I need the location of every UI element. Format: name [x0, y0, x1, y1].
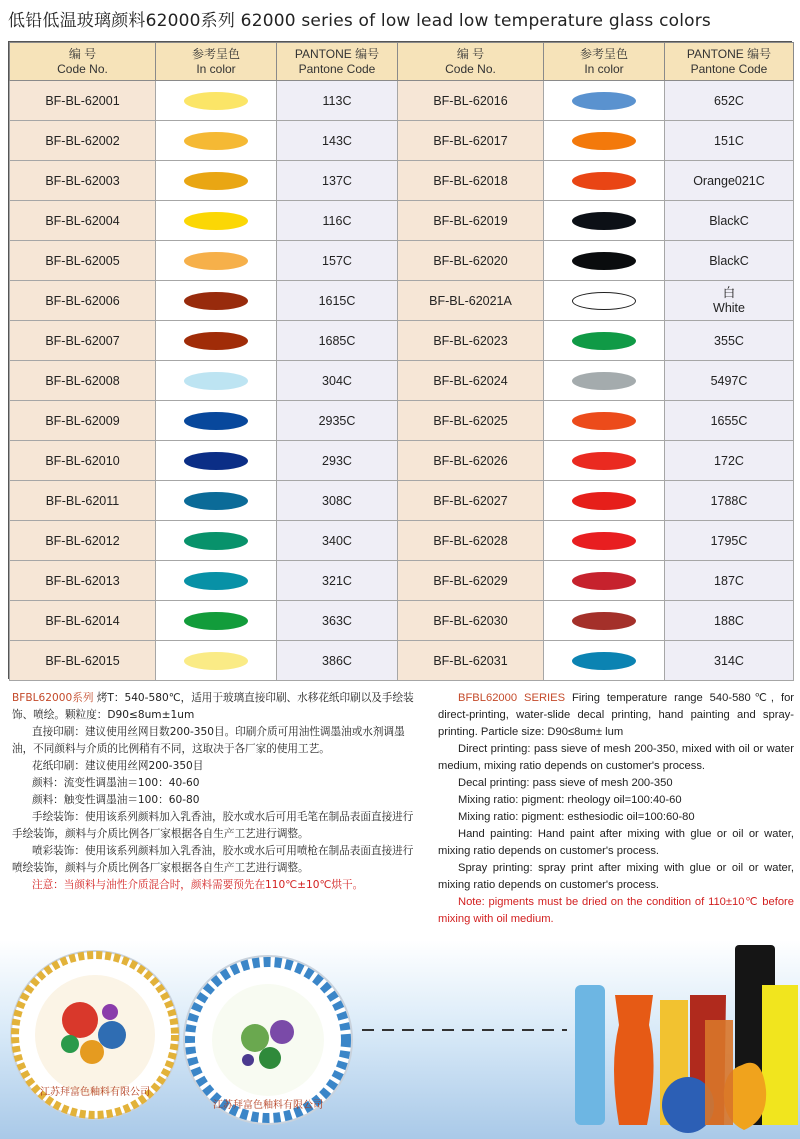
left-swatch-cell: [156, 561, 277, 601]
table-row: [10, 321, 794, 361]
right-pantone-cell: 1788C: [665, 481, 794, 521]
left-pantone-cell: 1685C: [277, 321, 398, 361]
pantone-line-2: White: [713, 300, 745, 315]
right-code-cell: BF-BL-62029: [398, 561, 544, 601]
right-pantone-cell: 188C: [665, 601, 794, 641]
table-row: [10, 161, 794, 201]
right-swatch-cell: [544, 121, 665, 161]
color-swatch: [572, 612, 636, 630]
color-swatch: [184, 252, 248, 270]
left-swatch-cell: [156, 81, 277, 121]
color-swatch: [572, 372, 636, 390]
color-swatch: [184, 292, 248, 310]
page-title: 低铅低温玻璃颜料62000系列 62000 series of low lead low temperature glass colors: [8, 11, 711, 31]
left-pantone-cell: 137C: [277, 161, 398, 201]
product-banner: [0, 940, 800, 1139]
left-pantone-cell: 308C: [277, 481, 398, 521]
right-swatch-cell: [544, 481, 665, 521]
left-swatch-cell: [156, 321, 277, 361]
right-swatch-cell: [544, 521, 665, 561]
plate-1-maker-text: 江苏拜富色釉料有限公司: [40, 1087, 150, 1098]
left-pantone-cell: 143C: [277, 121, 398, 161]
right-swatch-cell: [544, 281, 665, 321]
color-rows: [10, 81, 794, 681]
left-code-cell: BF-BL-62001: [10, 81, 156, 121]
intro-en: Firing temperature range 540-580℃, for direct-printing, water-slide decal printing, hand painting and spray-printing. Particle size: D90≤8um± lum: [438, 692, 795, 738]
right-pantone-cell: 314C: [665, 641, 794, 681]
color-swatch: [572, 412, 636, 430]
color-table-grid: [9, 42, 794, 681]
color-swatch: [184, 492, 248, 510]
right-swatch-cell: [544, 561, 665, 601]
color-swatch: [572, 292, 636, 310]
right-code-cell: BF-BL-62030: [398, 601, 544, 641]
left-pantone-cell: 293C: [277, 441, 398, 481]
color-swatch: [184, 652, 248, 670]
decal-printing-en: Decal printing: pass sieve of mesh 200-350: [458, 777, 673, 789]
table-row: [10, 281, 794, 321]
right-code-cell: BF-BL-62028: [398, 521, 544, 561]
right-pantone-cell: 652C: [665, 81, 794, 121]
ratio-1-cn: 颜料：流变性调墨油＝100：40-60: [32, 777, 200, 789]
right-code-cell: BF-BL-62023: [398, 321, 544, 361]
right-swatch-cell: [544, 321, 665, 361]
left-pantone-cell: 116C: [277, 201, 398, 241]
left-pantone-cell: 321C: [277, 561, 398, 601]
table-row: [10, 121, 794, 161]
left-pantone-cell: 2935C: [277, 401, 398, 441]
right-swatch-cell: [544, 441, 665, 481]
right-code-cell: BF-BL-62021A: [398, 281, 544, 321]
right-pantone-cell: 187C: [665, 561, 794, 601]
color-swatch: [572, 452, 636, 470]
left-code-cell: BF-BL-62009: [10, 401, 156, 441]
right-pantone-cell: 151C: [665, 121, 794, 161]
table-row: [10, 601, 794, 641]
header-code-left: 编 号 Code No.: [10, 43, 156, 81]
right-pantone-cell: BlackC: [665, 201, 794, 241]
left-swatch-cell: [156, 401, 277, 441]
left-swatch-cell: [156, 521, 277, 561]
right-swatch-cell: [544, 641, 665, 681]
warning-note-en: Note: pigments must be dried on the condition of 110±10℃ before mixing with oil medium.: [438, 896, 794, 925]
color-swatch: [184, 612, 248, 630]
left-code-cell: BF-BL-62004: [10, 201, 156, 241]
color-swatch: [572, 652, 636, 670]
color-swatch: [184, 92, 248, 110]
right-code-cell: BF-BL-62016: [398, 81, 544, 121]
table-row: [10, 641, 794, 681]
plate-2-maker-text: 江苏拜富色釉料有限公司: [213, 1100, 323, 1111]
right-code-cell: BF-BL-62027: [398, 481, 544, 521]
color-swatch: [572, 252, 636, 270]
right-code-cell: BF-BL-62017: [398, 121, 544, 161]
right-pantone-cell: 355C: [665, 321, 794, 361]
hand-painting-cn: 手绘装饰：使用该系列颜料加入乳香油，胶水或水后可用毛笔在制品表面直接进行手绘装饰，颜料与介质比例各厂家根据各自生产工艺进行调整。: [12, 811, 414, 840]
color-swatch: [572, 492, 636, 510]
direct-printing-en: Direct printing: pass sieve of mesh 200-350, mixed with oil or water medium, mixing ratio depends on customer's process.: [438, 743, 794, 772]
direct-printing-cn: 直接印刷：建议使用丝网目数200-350目。印刷介质可用油性调墨油或水剂调墨油，不同颜料与介质的比例稍有不同，这取决于各厂家的使用工艺。: [12, 726, 405, 755]
header-color-right: 参考呈色 In color: [544, 43, 665, 81]
right-pantone-cell: 172C: [665, 441, 794, 481]
left-code-cell: BF-BL-62003: [10, 161, 156, 201]
series-name-en: BFBL62000 SERIES: [458, 692, 566, 704]
table-row: [10, 441, 794, 481]
color-swatch: [184, 532, 248, 550]
left-code-cell: BF-BL-62013: [10, 561, 156, 601]
right-pantone-cell: BlackC: [665, 241, 794, 281]
warning-note-cn: 注意：当颜料与油性介质混合时，颜料需要预先在110℃±10℃烘干。: [32, 879, 364, 891]
ratio-2-en: Mixing ratio: pigment: esthesiodic oil=100:60-80: [458, 811, 695, 823]
left-code-cell: BF-BL-62006: [10, 281, 156, 321]
right-swatch-cell: [544, 201, 665, 241]
color-swatch: [184, 572, 248, 590]
table-row: [10, 241, 794, 281]
right-code-cell: BF-BL-62020: [398, 241, 544, 281]
header-pantone-left: PANTONE 编号 Pantone Code: [277, 43, 398, 81]
color-swatch: [572, 92, 636, 110]
left-pantone-cell: 363C: [277, 601, 398, 641]
sample-plate-2: [184, 956, 352, 1124]
ratio-1-en: Mixing ratio: pigment: rheology oil=100:40-60: [458, 794, 682, 806]
right-swatch-cell: [544, 81, 665, 121]
left-pantone-cell: 386C: [277, 641, 398, 681]
color-swatch: [572, 332, 636, 350]
left-swatch-cell: [156, 201, 277, 241]
left-swatch-cell: [156, 121, 277, 161]
table-row: [10, 521, 794, 561]
left-swatch-cell: [156, 161, 277, 201]
left-code-cell: BF-BL-62010: [10, 441, 156, 481]
left-swatch-cell: [156, 281, 277, 321]
decal-printing-cn: 花纸印刷：建议使用丝网200-350目: [32, 760, 204, 772]
right-code-cell: BF-BL-62018: [398, 161, 544, 201]
right-pantone-cell: 5497C: [665, 361, 794, 401]
notes-chinese: [12, 690, 422, 894]
left-code-cell: BF-BL-62012: [10, 521, 156, 561]
hand-painting-en: Hand painting: Hand paint after mixing with glue or oil or water, mixing ratio depends on customer's process.: [438, 828, 794, 857]
right-code-cell: BF-BL-62031: [398, 641, 544, 681]
left-code-cell: BF-BL-62011: [10, 481, 156, 521]
right-pantone-cell: Orange021C: [665, 161, 794, 201]
color-table: [8, 41, 792, 679]
table-row: [10, 481, 794, 521]
left-code-cell: BF-BL-62014: [10, 601, 156, 641]
ratio-2-cn: 颜料：触变性调墨油＝100：60-80: [32, 794, 200, 806]
color-swatch: [184, 132, 248, 150]
left-pantone-cell: 304C: [277, 361, 398, 401]
left-code-cell: BF-BL-62002: [10, 121, 156, 161]
header-pantone-right: PANTONE 编号 Pantone Code: [665, 43, 794, 81]
right-swatch-cell: [544, 361, 665, 401]
right-code-cell: BF-BL-62024: [398, 361, 544, 401]
left-swatch-cell: [156, 601, 277, 641]
banner-illustration: [0, 940, 800, 1139]
left-pantone-cell: 157C: [277, 241, 398, 281]
left-pantone-cell: 1615C: [277, 281, 398, 321]
table-header-row: [10, 43, 794, 81]
spray-printing-en: Spray printing: spray print after mixing with glue or oil or water, mixing ratio depends on customer's process.: [438, 862, 794, 891]
right-swatch-cell: [544, 241, 665, 281]
left-code-cell: BF-BL-62007: [10, 321, 156, 361]
right-swatch-cell: [544, 601, 665, 641]
notes-english: [438, 690, 794, 928]
color-swatch: [572, 172, 636, 190]
color-swatch: [184, 172, 248, 190]
color-swatch: [184, 212, 248, 230]
right-pantone-cell: [665, 281, 794, 321]
series-name-cn: BFBL62000系列: [12, 692, 94, 704]
pantone-line-1: 白: [722, 285, 736, 300]
color-swatch: [572, 572, 636, 590]
table-row: [10, 401, 794, 441]
left-code-cell: BF-BL-62008: [10, 361, 156, 401]
header-color-left: 参考呈色 In color: [156, 43, 277, 81]
color-swatch: [184, 452, 248, 470]
color-swatch: [572, 212, 636, 230]
left-pantone-cell: 340C: [277, 521, 398, 561]
header-code-right: 编 号 Code No.: [398, 43, 544, 81]
left-swatch-cell: [156, 441, 277, 481]
right-swatch-cell: [544, 161, 665, 201]
right-pantone-cell: 1795C: [665, 521, 794, 561]
glass-vases: [575, 945, 798, 1133]
color-swatch: [184, 332, 248, 350]
spray-printing-cn: 喷彩装饰：使用该系列颜料加入乳香油，胶水或水后可用喷枪在制品表面直接进行喷绘装饰，颜料与介质比例各厂家根据各自生产工艺进行调整。: [12, 845, 414, 874]
right-code-cell: BF-BL-62026: [398, 441, 544, 481]
color-swatch: [184, 412, 248, 430]
color-swatch: [572, 132, 636, 150]
left-swatch-cell: [156, 241, 277, 281]
left-code-cell: BF-BL-62005: [10, 241, 156, 281]
color-swatch: [184, 372, 248, 390]
right-code-cell: BF-BL-62025: [398, 401, 544, 441]
left-swatch-cell: [156, 361, 277, 401]
left-swatch-cell: [156, 481, 277, 521]
left-swatch-cell: [156, 641, 277, 681]
table-row: [10, 561, 794, 601]
right-code-cell: BF-BL-62019: [398, 201, 544, 241]
left-code-cell: BF-BL-62015: [10, 641, 156, 681]
intro-cn: 烤T：540-580℃，适用于玻璃直接印刷、水移花纸印刷以及手绘装饰、喷绘。颗粒度：D90≤8um±1um: [12, 692, 414, 721]
table-row: [10, 201, 794, 241]
sample-plate-1: [11, 951, 179, 1119]
table-row: [10, 81, 794, 121]
right-pantone-cell: 1655C: [665, 401, 794, 441]
left-pantone-cell: 113C: [277, 81, 398, 121]
color-swatch: [572, 532, 636, 550]
right-swatch-cell: [544, 401, 665, 441]
table-row: [10, 361, 794, 401]
